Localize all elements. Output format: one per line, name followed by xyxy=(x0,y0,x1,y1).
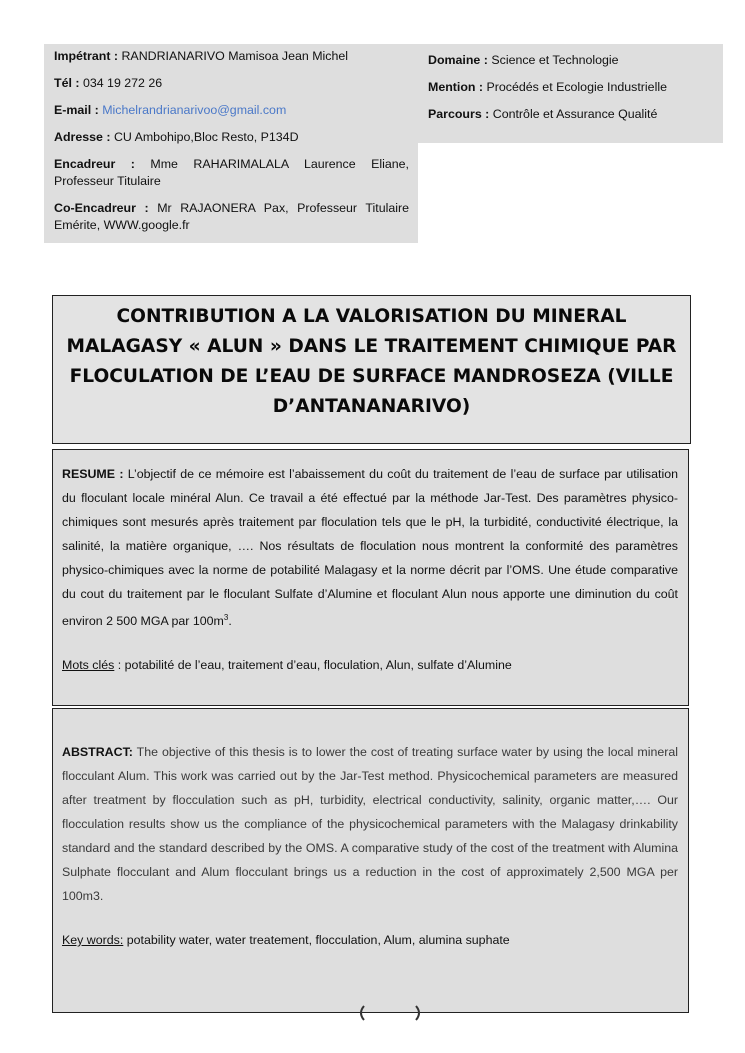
mention-label: Mention : xyxy=(428,80,484,94)
page-number-bracket-icon xyxy=(356,1004,424,1022)
abstract-label: ABSTRACT: xyxy=(62,745,133,759)
resume-section xyxy=(52,449,689,706)
domaine-label: Domaine : xyxy=(428,53,488,67)
resume-label: RESUME : xyxy=(62,467,124,481)
email-field xyxy=(54,102,409,119)
resume-superscript: 3 xyxy=(223,613,229,622)
domaine-value: Science et Technologie xyxy=(491,53,619,67)
resume-end: . xyxy=(228,614,232,629)
coencadreur-field xyxy=(54,200,409,234)
email-label: E-mail : xyxy=(54,103,99,117)
coencadreur-label: Co-Encadreur : xyxy=(54,201,149,215)
abstract-keywords-value: potability water, water treatement, flocculation, Alum, alumina suphate xyxy=(126,933,510,947)
tel-field xyxy=(54,75,409,92)
coencadreur-value: Mr RAJAONERA Pax, Professeur Titulaire Emérite, WWW.google.fr xyxy=(54,201,409,232)
encadreur-label: Encadreur : xyxy=(54,157,135,171)
abstract-text: The objective of this thesis is to lower the cost of treating surface water by using the local mineral flocculant Alum. This work was carried out by the Jar-Test method. Physicochemical parameters are measured after treatment by flocculation such as pH, turbidity, electrical conductivity, salinity, organic matter,…. Our flocculation results show us the compliance of the physicochemical parameters with the Malagasy drinkability standard and the standard described by the OMS. A comparative study of the cost of the treatment with Alumina Sulphate flocculant and Alum flocculant brings us a reduction in the cost of approximately 2,500 MGA per 100m3. xyxy=(62,745,679,903)
resume-paragraph xyxy=(62,462,678,633)
email-link[interactable]: Michelrandrianarivoo@gmail.com xyxy=(102,103,287,117)
domaine-field xyxy=(428,52,715,69)
mention-value: Procédés et Ecologie Industrielle xyxy=(486,80,667,94)
impetrant-field xyxy=(54,48,409,65)
parcours-label: Parcours : xyxy=(428,107,490,121)
encadreur-field xyxy=(54,156,409,190)
parcours-value: Contrôle et Assurance Qualité xyxy=(492,107,658,121)
resume-keywords xyxy=(62,653,678,677)
adresse-label: Adresse : xyxy=(54,130,111,144)
mention-field xyxy=(428,79,715,96)
resume-text: L’objectif de ce mémoire est l’abaissement du coût du traitement de l’eau de surface par utilisation du floculant locale minéral Alun. Ce travail a été effectué par la méthode Jar-Test. Des paramètres physico-chimiques sont mesurés après traitement par floculation tels que le pH, la turbidité, conductivité électrique, la salinité, la matière organique, …. Nos résultats de floculation nous montrent la conformité des paramètres physico-chimiques avec la norme de potabilité Malagasy et la norme décrit par l’OMS. Une étude comparative du cout du traitement par le floculant Sulfate d’Alumine et floculant Alun nous apporte une diminution du coût environ 2 500 MGA par 100m xyxy=(62,467,678,629)
abstract-keywords-label: Key words: xyxy=(62,933,124,947)
resume-keywords-sep: : xyxy=(114,658,125,673)
program-info-panel xyxy=(418,44,723,143)
impetrant-value: RANDRIANARIVO Mamisoa Jean Michel xyxy=(121,49,349,63)
parcours-field xyxy=(428,106,715,123)
resume-keywords-value: potabilité de l’eau, traitement d’eau, floculation, Alun, sulfate d’Alumine xyxy=(124,658,512,673)
tel-value: 034 19 272 26 xyxy=(82,76,163,90)
resume-keywords-label: Mots clés xyxy=(62,658,115,673)
author-info-panel xyxy=(44,44,418,243)
thesis-title: CONTRIBUTION A LA VALORISATION DU MINERAL MALAGASY « ALUN » DANS LE TRAITEMENT CHIMIQUE PAR FLOCULATION DE L’EAU DE SURFACE MANDROSEZA (VILLE D’ANTANANARIVO) xyxy=(52,295,691,444)
abstract-keywords xyxy=(62,928,678,952)
adresse-value: CU Ambohipo,Bloc Resto, P134D xyxy=(113,130,299,144)
abstract-paragraph xyxy=(62,740,678,908)
adresse-field xyxy=(54,129,409,146)
impetrant-label: Impétrant : xyxy=(54,49,119,63)
tel-label: Tél : xyxy=(54,76,80,90)
abstract-section xyxy=(52,708,689,1013)
encadreur-value: Mme RAHARIMALALA Laurence Eliane, Professeur Titulaire xyxy=(54,157,409,188)
